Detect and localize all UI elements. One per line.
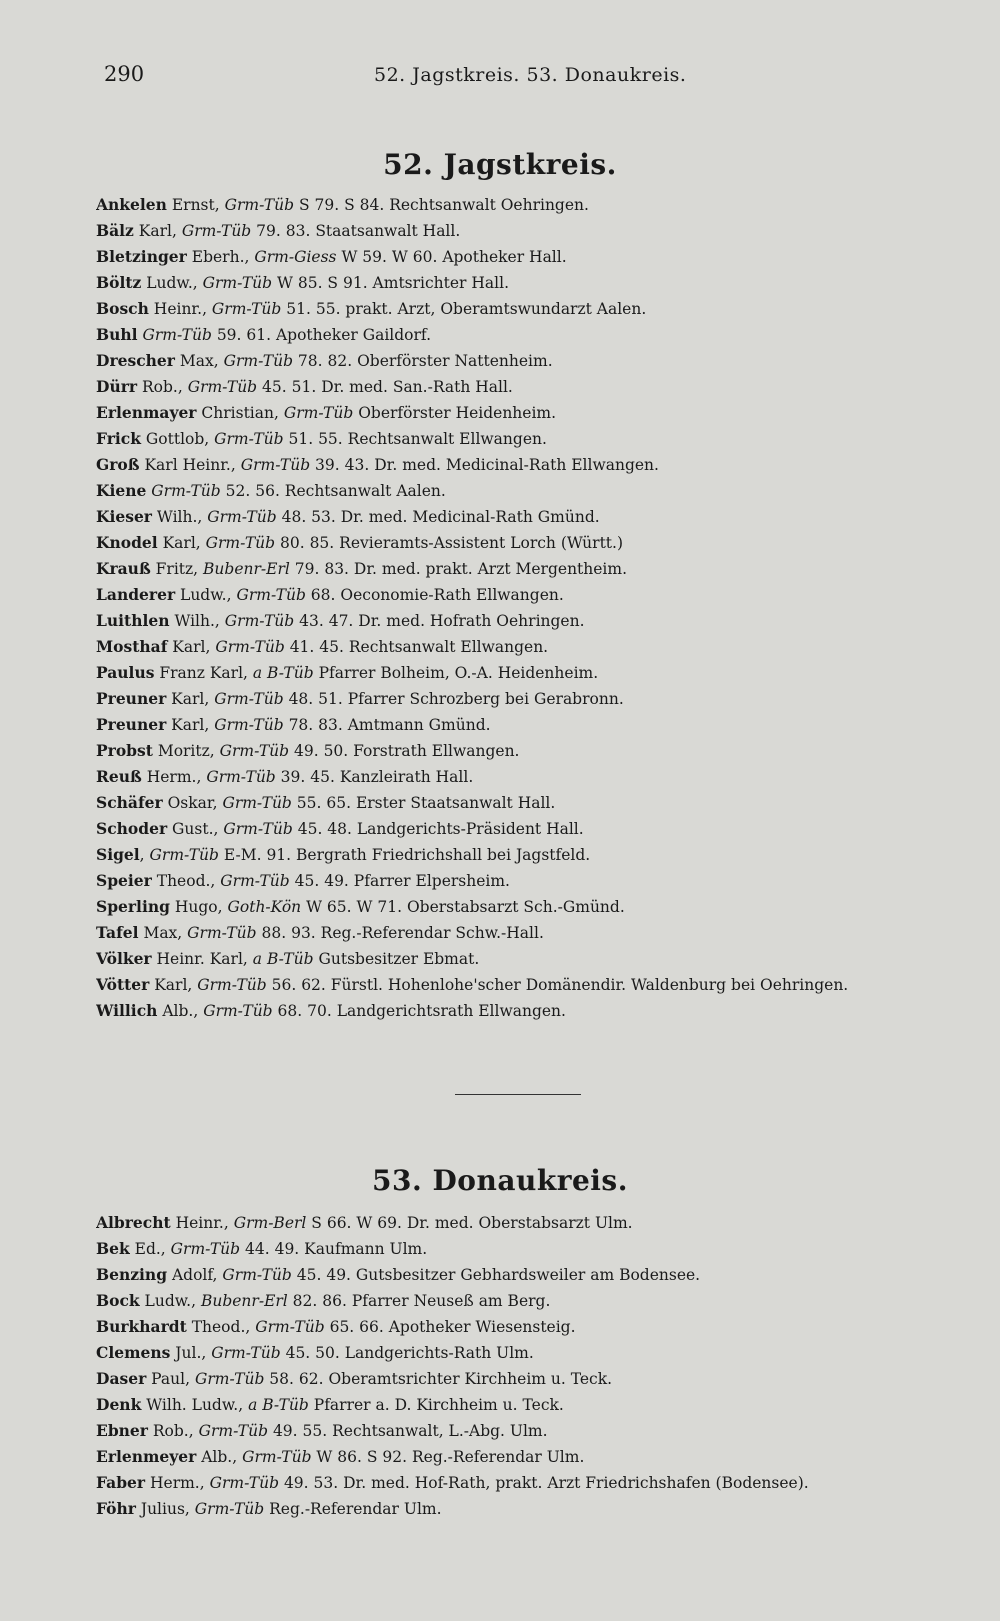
list-item [96, 738, 976, 764]
list-item [96, 296, 976, 322]
entry-university: Goth-Kön [227, 898, 302, 916]
entry-surname: Albrecht [96, 1213, 171, 1232]
entry-surname: Faber [96, 1473, 146, 1492]
entry-details: Gutsbesitzer Ebmat. [313, 950, 480, 968]
entry-details: 49. 53. Dr. med. Hof-Rath, prakt. Arzt Friedrichshafen (Bodensee). [279, 1474, 809, 1492]
entry-surname: Sperling [96, 897, 170, 916]
entry-surname: Erlenmeyer [96, 1447, 197, 1466]
entry-surname: Bosch [96, 299, 149, 318]
entry-surname: Luithlen [96, 611, 170, 630]
entry-surname: Schäfer [96, 793, 163, 812]
list-item [96, 1210, 976, 1236]
list-item [96, 972, 976, 998]
entry-given-name: Max, [174, 352, 224, 370]
entry-surname: Landerer [96, 585, 176, 604]
entry-surname: Völker [96, 949, 152, 968]
entry-university: Grm-Giess [254, 248, 337, 266]
entry-details: 80. 85. Revieramts-Assistent Lorch (Württ.) [275, 534, 623, 552]
entry-given-name: Gust., [167, 820, 224, 838]
entry-university: Grm-Tüb [214, 716, 284, 734]
entry-given-name: Paul, [146, 1370, 195, 1388]
entry-given-name: Rob., [147, 1422, 199, 1440]
entry-university: Grm-Tüb [149, 846, 219, 864]
entry-details: Reg.-Referendar Ulm. [264, 1500, 442, 1518]
entry-given-name: Eberh., [186, 248, 255, 266]
entry-details: Pfarrer Bolheim, O.-A. Heidenheim. [313, 664, 599, 682]
entry-details: 55. 65. Erster Staatsanwalt Hall. [291, 794, 556, 812]
entry-university: Grm-Tüb [211, 1344, 281, 1362]
entry-university: Grm-Tüb [214, 690, 284, 708]
entry-details: 78. 83. Amtmann Gmünd. [283, 716, 491, 734]
entry-university: Grm-Tüb [202, 274, 273, 292]
entry-details: 51. 55. prakt. Arzt, Oberamtswundarzt Aalen. [281, 300, 647, 318]
entry-surname: Knodel [96, 533, 158, 552]
entry-details: 68. Oeconomie-Rath Ellwangen. [305, 586, 564, 604]
entry-university: Grm-Berl [233, 1214, 307, 1232]
list-item [96, 790, 976, 816]
entry-surname: Preuner [96, 715, 167, 734]
entry-list-donaukreis [96, 1210, 976, 1522]
entry-university: Grm-Tüb [170, 1240, 241, 1258]
entry-details: 39. 45. Kanzleirath Hall. [275, 768, 474, 786]
entry-given-name: , [139, 846, 150, 864]
entry-surname: Denk [96, 1395, 142, 1414]
list-item [96, 998, 976, 1024]
entry-given-name: Moritz, [152, 742, 220, 760]
entry-details: 45. 51. Dr. med. San.-Rath Hall. [257, 378, 513, 396]
list-item [96, 608, 976, 634]
section-heading-jagstkreis: 52. Jagstkreis. [383, 148, 617, 181]
list-item [96, 452, 976, 478]
list-item [96, 1366, 976, 1392]
entry-surname: Schoder [96, 819, 168, 838]
entry-university: Bubenr-Erl [203, 560, 290, 578]
entry-given-name: Ludw., [139, 1292, 201, 1310]
list-item [96, 348, 976, 374]
running-head [104, 62, 974, 92]
entry-details: 51. 55. Rechtsanwalt Ellwangen. [283, 430, 547, 448]
entry-surname: Bek [96, 1239, 130, 1258]
entry-surname: Tafel [96, 923, 139, 942]
entry-university: Grm-Tüb [151, 482, 221, 500]
entry-details: 45. 49. Pfarrer Elpersheim. [289, 872, 510, 890]
entry-university: Grm-Tüb [142, 326, 212, 344]
entry-university: Grm-Tüb [224, 612, 295, 630]
entry-university: Grm-Tüb [181, 222, 252, 240]
entry-university: Grm-Tüb [236, 586, 306, 604]
entry-details: 48. 53. Dr. med. Medicinal-Rath Gmünd. [276, 508, 600, 526]
entry-surname: Ankelen [96, 195, 167, 214]
entry-given-name: Ed., [129, 1240, 171, 1258]
entry-details: 48. 51. Pfarrer Schrozberg bei Gerabronn. [283, 690, 624, 708]
list-item [96, 920, 976, 946]
entry-given-name: Heinr., [170, 1214, 234, 1232]
entry-surname: Mosthaf [96, 637, 168, 656]
entry-university: Grm-Tüb [220, 872, 290, 890]
list-item [96, 582, 976, 608]
entry-given-name: Rob., [137, 378, 188, 396]
list-item [96, 1340, 976, 1366]
entry-given-name: Ludw., [141, 274, 203, 292]
entry-given-name: Alb., [196, 1448, 243, 1466]
list-item [96, 400, 976, 426]
list-item [96, 1444, 976, 1470]
list-item [96, 634, 976, 660]
list-item [96, 218, 976, 244]
entry-given-name: Wilh. Ludw., [141, 1396, 249, 1414]
entry-given-name: Heinr. Karl, [151, 950, 253, 968]
entry-university: Grm-Tüb [240, 456, 311, 474]
entry-given-name: Theod., [186, 1318, 256, 1336]
entry-given-name: Max, [138, 924, 188, 942]
list-item [96, 1314, 976, 1340]
entry-given-name: Herm., [145, 1474, 210, 1492]
entry-university: Grm-Tüb [214, 430, 284, 448]
entry-given-name: Ernst, [166, 196, 225, 214]
entry-details: 41. 45. Rechtsanwalt Ellwangen. [284, 638, 549, 656]
entry-surname: Vötter [96, 975, 150, 994]
list-item [96, 270, 976, 296]
entry-given-name: Alb., [157, 1002, 204, 1020]
entry-given-name: Karl, [166, 690, 215, 708]
entry-surname: Burkhardt [96, 1317, 187, 1336]
entry-university: Grm-Tüb [219, 742, 290, 760]
entry-details: W 85. S 91. Amtsrichter Hall. [272, 274, 509, 292]
list-item [96, 556, 976, 582]
entry-university: Grm-Tüb [187, 378, 258, 396]
entry-university: Grm-Tüb [206, 768, 276, 786]
entry-university: Grm-Tüb [211, 300, 282, 318]
entry-university: Grm-Tüb [283, 404, 354, 422]
entry-surname: Bletzinger [96, 247, 187, 266]
entry-university: Grm-Tüb [207, 508, 277, 526]
entry-surname: Erlenmayer [96, 403, 197, 422]
entry-details: 45. 48. Landgerichts-Präsident Hall. [292, 820, 584, 838]
section-heading-donaukreis: 53. Donaukreis. [372, 1164, 628, 1197]
entry-university: a B-Tüb [252, 664, 314, 682]
entry-university: Grm-Tüb [198, 1422, 269, 1440]
entry-university: Grm-Tüb [205, 534, 276, 552]
entry-details: 78. 82. Oberförster Nattenheim. [293, 352, 553, 370]
entry-surname: Preuner [96, 689, 167, 708]
entry-university: Bubenr-Erl [200, 1292, 288, 1310]
entry-details: E-M. 91. Bergrath Friedrichshall bei Jagstfeld. [218, 846, 591, 864]
list-item [96, 530, 976, 556]
entry-surname: Ebner [96, 1421, 148, 1440]
list-item [96, 946, 976, 972]
entry-given-name: Karl, [157, 534, 206, 552]
entry-given-name: Franz Karl, [154, 664, 253, 682]
entry-surname: Drescher [96, 351, 175, 370]
list-item [96, 1262, 976, 1288]
entry-given-name: Adolf, [167, 1266, 223, 1284]
entry-details: 79. 83. Staatsanwalt Hall. [251, 222, 461, 240]
entry-given-name: Wilh., [151, 508, 208, 526]
entry-given-name: Theod., [151, 872, 221, 890]
entry-given-name: Herm., [141, 768, 207, 786]
entry-surname: Reuß [96, 767, 142, 786]
entry-university: Grm-Tüb [242, 1448, 312, 1466]
entry-details: 58. 62. Oberamtsrichter Kirchheim u. Teck. [264, 1370, 613, 1388]
entry-surname: Krauß [96, 559, 151, 578]
list-item [96, 1236, 976, 1262]
entry-university: Grm-Tüb [194, 1370, 265, 1388]
entry-given-name: Karl Heinr., [139, 456, 241, 474]
entry-details: 59. 61. Apotheker Gaildorf. [211, 326, 432, 344]
section-divider [455, 1094, 581, 1095]
entry-university: Grm-Tüb [209, 1474, 280, 1492]
entry-surname: Kiene [96, 481, 147, 500]
entry-surname: Buhl [96, 325, 138, 344]
entry-university: Grm-Tüb [222, 1266, 292, 1284]
entry-details: 45. 49. Gutsbesitzer Gebhardsweiler am Bodensee. [291, 1266, 701, 1284]
entry-list-jagstkreis [96, 192, 976, 1024]
entry-university: Grm-Tüb [255, 1318, 325, 1336]
list-item [96, 1392, 976, 1418]
entry-surname: Sigel [96, 845, 140, 864]
entry-details: 49. 50. Forstrath Ellwangen. [289, 742, 520, 760]
entry-details: Oberförster Heidenheim. [353, 404, 557, 422]
entry-details: S 79. S 84. Rechtsanwalt Oehringen. [294, 196, 589, 214]
list-item [96, 1470, 976, 1496]
list-item [96, 816, 976, 842]
list-item [96, 660, 976, 686]
list-item [96, 322, 976, 348]
entry-university: Grm-Tüb [223, 820, 293, 838]
entry-details: 56. 62. Fürstl. Hohenlohe'scher Domänendir. Waldenburg bei Oehringen. [266, 976, 849, 994]
running-title: 52. Jagstkreis. 53. Donaukreis. [374, 64, 687, 86]
entry-university: Grm-Tüb [223, 352, 293, 370]
entry-university: a B-Tüb [252, 950, 314, 968]
entry-details: W 59. W 60. Apotheker Hall. [336, 248, 567, 266]
entry-details: 44. 49. Kaufmann Ulm. [240, 1240, 428, 1258]
entry-surname: Daser [96, 1369, 147, 1388]
list-item [96, 894, 976, 920]
list-item [96, 842, 976, 868]
entry-surname: Dürr [96, 377, 138, 396]
entry-surname: Föhr [96, 1499, 136, 1518]
entry-university: Grm-Tüb [224, 196, 295, 214]
entry-surname: Benzing [96, 1265, 168, 1284]
entry-details: 52. 56. Rechtsanwalt Aalen. [220, 482, 446, 500]
entry-surname: Willich [96, 1001, 158, 1020]
entry-given-name: Karl, [167, 638, 216, 656]
entry-details: 39. 43. Dr. med. Medicinal-Rath Ellwangen. [310, 456, 659, 474]
list-item [96, 712, 976, 738]
entry-surname: Probst [96, 741, 153, 760]
list-item [96, 868, 976, 894]
entry-given-name: Oskar, [162, 794, 223, 812]
list-item [96, 686, 976, 712]
entry-given-name: Gottlob, [140, 430, 215, 448]
list-item [96, 764, 976, 790]
entry-given-name: Karl, [133, 222, 182, 240]
entry-details: 82. 86. Pfarrer Neuseß am Berg. [287, 1292, 551, 1310]
entry-surname: Böltz [96, 273, 142, 292]
entry-given-name: Jul., [170, 1344, 212, 1362]
entry-details: Pfarrer a. D. Kirchheim u. Teck. [308, 1396, 564, 1414]
entry-details: 45. 50. Landgerichts-Rath Ulm. [280, 1344, 534, 1362]
entry-given-name: Hugo, [169, 898, 228, 916]
entry-surname: Clemens [96, 1343, 171, 1362]
entry-details: S 66. W 69. Dr. med. Oberstabsarzt Ulm. [306, 1214, 633, 1232]
entry-surname: Groß [96, 455, 140, 474]
list-item [96, 478, 976, 504]
list-item [96, 1418, 976, 1444]
entry-surname: Paulus [96, 663, 155, 682]
list-item [96, 244, 976, 270]
list-item [96, 504, 976, 530]
entry-details: 79. 83. Dr. med. prakt. Arzt Mergentheim. [289, 560, 628, 578]
entry-university: Grm-Tüb [197, 976, 267, 994]
page-number: 290 [104, 62, 145, 86]
entry-surname: Speier [96, 871, 152, 890]
entry-given-name: Ludw., [175, 586, 237, 604]
entry-given-name: Karl, [149, 976, 198, 994]
entry-details: 43. 47. Dr. med. Hofrath Oehringen. [294, 612, 585, 630]
list-item [96, 1496, 976, 1522]
list-item [96, 192, 976, 218]
entry-details: W 65. W 71. Oberstabsarzt Sch.-Gmünd. [301, 898, 625, 916]
entry-university: Grm-Tüb [215, 638, 285, 656]
entry-given-name: Christian, [196, 404, 284, 422]
list-item [96, 1288, 976, 1314]
entry-university: a B-Tüb [248, 1396, 309, 1414]
entry-details: 49. 55. Rechtsanwalt, L.-Abg. Ulm. [268, 1422, 548, 1440]
entry-university: Grm-Tüb [222, 794, 292, 812]
entry-details: W 86. S 92. Reg.-Referendar Ulm. [311, 1448, 585, 1466]
entry-surname: Bälz [96, 221, 134, 240]
entry-surname: Kieser [96, 507, 152, 526]
list-item [96, 426, 976, 452]
entry-given-name: Fritz, [150, 560, 204, 578]
entry-details: 68. 70. Landgerichtsrath Ellwangen. [272, 1002, 566, 1020]
list-item [96, 374, 976, 400]
entry-given-name: Wilh., [169, 612, 225, 630]
entry-surname: Frick [96, 429, 141, 448]
entry-university: Grm-Tüb [203, 1002, 273, 1020]
entry-given-name: Julius, [135, 1500, 195, 1518]
entry-given-name: Karl, [166, 716, 215, 734]
entry-university: Grm-Tüb [194, 1500, 265, 1518]
entry-details: 65. 66. Apotheker Wiesensteig. [324, 1318, 576, 1336]
entry-university: Grm-Tüb [187, 924, 257, 942]
entry-details: 88. 93. Reg.-Referendar Schw.-Hall. [256, 924, 544, 942]
entry-given-name: Heinr., [148, 300, 212, 318]
entry-surname: Bock [96, 1291, 140, 1310]
